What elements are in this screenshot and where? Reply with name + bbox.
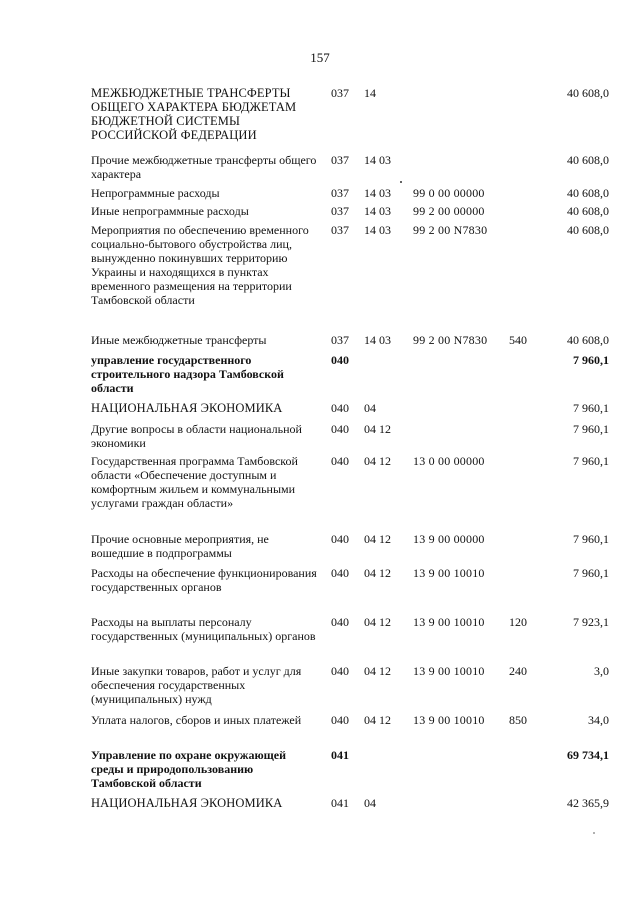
ved-code: 040 xyxy=(331,401,349,415)
target-article-code: 99 2 00 N7830 xyxy=(413,333,488,347)
table-row xyxy=(91,532,611,560)
section-code: 04 12 xyxy=(364,454,391,468)
section-code: 14 03 xyxy=(364,223,391,237)
row-name: Мероприятия по обеспечению временного социально-бытового обустройства лиц, вынужденно покинувших территорию Украины и находящихся в пунктах временного размещения на территории Тамбовской области xyxy=(91,223,309,307)
target-article-code: 13 9 00 10010 xyxy=(413,615,485,629)
amount: 69 734,1 xyxy=(567,748,609,762)
ved-code: 040 xyxy=(331,454,349,468)
target-article-code: 99 0 00 00000 xyxy=(413,186,485,200)
table-row xyxy=(91,664,611,706)
section-code: 14 xyxy=(364,86,376,100)
row-name: Непрограммные расходы xyxy=(91,186,220,200)
amount: 7 960,1 xyxy=(573,401,609,415)
ved-code: 040 xyxy=(331,353,349,367)
section-code: 04 xyxy=(364,796,376,810)
table-row xyxy=(91,422,611,450)
section-code: 04 12 xyxy=(364,664,391,678)
amount: 40 608,0 xyxy=(567,204,609,218)
section-code: 04 12 xyxy=(364,713,391,727)
ved-code: 041 xyxy=(331,796,349,810)
target-article-code: 99 2 00 N7830 xyxy=(413,223,488,237)
ved-code: 041 xyxy=(331,748,349,762)
table-row xyxy=(91,186,611,200)
ved-code: 037 xyxy=(331,153,349,167)
row-name: Иные непрограммные расходы xyxy=(91,204,249,218)
page-number: 157 xyxy=(310,50,330,65)
row-name: Иные межбюджетные трансферты xyxy=(91,333,267,347)
amount: 40 608,0 xyxy=(567,223,609,237)
ved-code: 037 xyxy=(331,223,349,237)
amount: 7 960,1 xyxy=(573,566,609,580)
scan-speck xyxy=(400,181,402,183)
table-row xyxy=(91,353,611,395)
amount: 7 923,1 xyxy=(573,615,609,629)
table-row xyxy=(91,566,611,594)
amount: 7 960,1 xyxy=(573,353,609,367)
table-row xyxy=(91,333,611,347)
row-name: НАЦИОНАЛЬНАЯ ЭКОНОМИКА xyxy=(91,401,283,415)
expense-type-code: 850 xyxy=(509,713,527,727)
target-article-code: 13 9 00 00000 xyxy=(413,532,485,546)
table-row xyxy=(91,748,611,790)
section-code: 04 12 xyxy=(364,615,391,629)
ved-code: 037 xyxy=(331,186,349,200)
table-row xyxy=(91,454,611,510)
row-name: Расходы на обеспечение функционирования государственных органов xyxy=(91,566,317,594)
amount: 40 608,0 xyxy=(567,333,609,347)
section-code: 04 12 xyxy=(364,566,391,580)
ved-code: 040 xyxy=(331,566,349,580)
amount: 34,0 xyxy=(588,713,609,727)
table-row xyxy=(91,86,611,142)
table-row xyxy=(91,204,611,218)
target-article-code: 99 2 00 00000 xyxy=(413,204,485,218)
table-row xyxy=(91,615,611,643)
row-name: Расходы на выплаты персоналу государственных (муниципальных) органов xyxy=(91,615,316,643)
ved-code: 037 xyxy=(331,333,349,347)
amount: 7 960,1 xyxy=(573,454,609,468)
amount: 40 608,0 xyxy=(567,86,609,100)
row-name: Прочие основные мероприятия, не вошедшие в подпрограммы xyxy=(91,532,269,560)
amount: 7 960,1 xyxy=(573,532,609,546)
table-row xyxy=(91,153,611,181)
row-name: управление государственного строительного надзора Тамбовской области xyxy=(91,353,284,395)
section-code: 04 12 xyxy=(364,422,391,436)
ved-code: 040 xyxy=(331,615,349,629)
table-row xyxy=(91,401,611,415)
row-name: Другие вопросы в области национальной экономики xyxy=(91,422,302,450)
expense-type-code: 120 xyxy=(509,615,527,629)
amount: 40 608,0 xyxy=(567,186,609,200)
amount: 3,0 xyxy=(594,664,609,678)
target-article-code: 13 0 00 00000 xyxy=(413,454,485,468)
section-code: 04 12 xyxy=(364,532,391,546)
amount: 7 960,1 xyxy=(573,422,609,436)
section-code: 14 03 xyxy=(364,333,391,347)
row-name: Иные закупки товаров, работ и услуг для обеспечения государственных (муниципальных) нужд xyxy=(91,664,302,706)
amount: 42 365,9 xyxy=(567,796,609,810)
ved-code: 037 xyxy=(331,86,349,100)
section-code: 04 xyxy=(364,401,376,415)
ved-code: 040 xyxy=(331,664,349,678)
target-article-code: 13 9 00 10010 xyxy=(413,713,485,727)
scan-speck xyxy=(593,832,595,834)
row-name: Управление по охране окружающей среды и природопользованию Тамбовской области xyxy=(91,748,286,790)
target-article-code: 13 9 00 10010 xyxy=(413,566,485,580)
expense-type-code: 540 xyxy=(509,333,527,347)
section-code: 14 03 xyxy=(364,186,391,200)
target-article-code: 13 9 00 10010 xyxy=(413,664,485,678)
table-row xyxy=(91,713,611,727)
row-name: Уплата налогов, сборов и иных платежей xyxy=(91,713,302,727)
section-code: 14 03 xyxy=(364,153,391,167)
row-name: Прочие межбюджетные трансферты общего характера xyxy=(91,153,317,181)
row-name: Государственная программа Тамбовской области «Обеспечение доступным и комфортным жильем и коммунальными услугами граждан области» xyxy=(91,454,298,510)
ved-code: 040 xyxy=(331,422,349,436)
row-name: МЕЖБЮДЖЕТНЫЕ ТРАНСФЕРТЫ ОБЩЕГО ХАРАКТЕРА БЮДЖЕТАМ БЮДЖЕТНОЙ СИСТЕМЫ РОССИЙСКОЙ ФЕДЕРАЦИИ xyxy=(91,86,297,142)
table-row xyxy=(91,796,611,810)
ved-code: 040 xyxy=(331,532,349,546)
table-row xyxy=(91,223,611,307)
section-code: 14 03 xyxy=(364,204,391,218)
ved-code: 040 xyxy=(331,713,349,727)
expense-type-code: 240 xyxy=(509,664,527,678)
row-name: НАЦИОНАЛЬНАЯ ЭКОНОМИКА xyxy=(91,796,283,810)
ved-code: 037 xyxy=(331,204,349,218)
amount: 40 608,0 xyxy=(567,153,609,167)
